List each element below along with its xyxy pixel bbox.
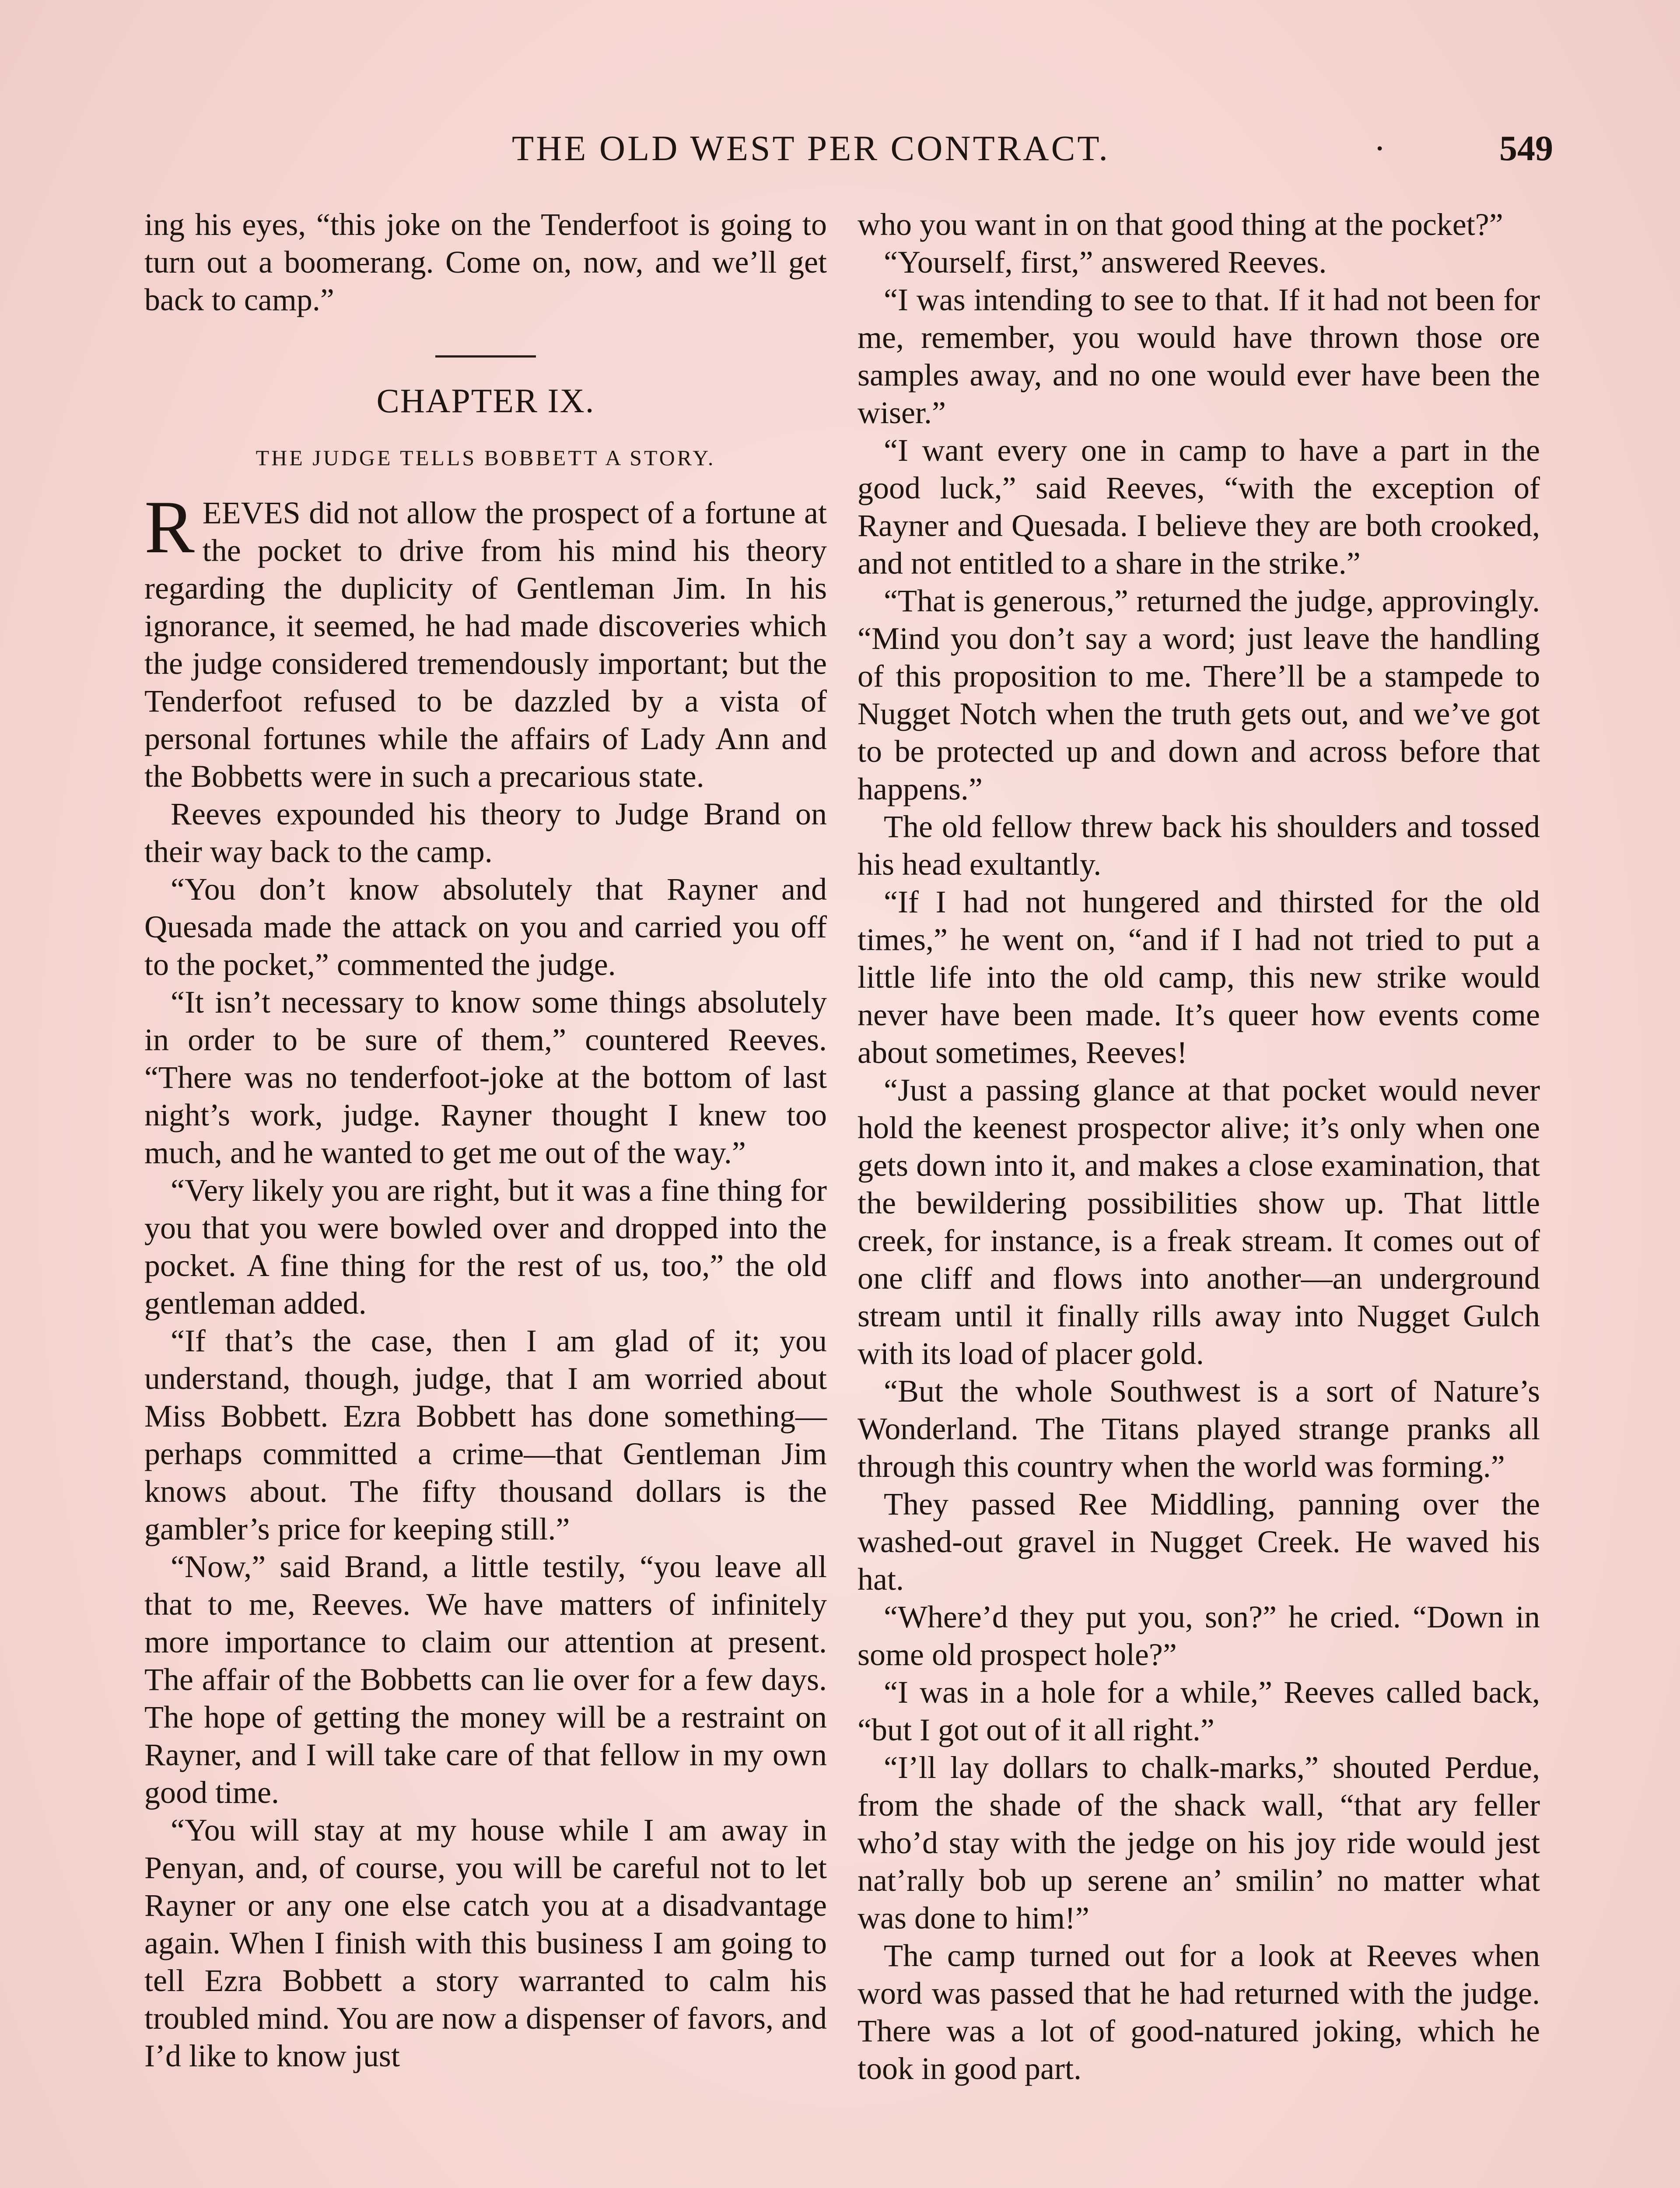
paragraph: “I was intending to see to that. If it had not been for me, remember, you would have thrown those ore samples away, and no one would ever have been the wiser.” [858, 282, 1540, 430]
paragraph: “I’ll lay dollars to chalk-marks,” shouted Perdue, from the shade of the shack wall, “that ary feller who’d stay with the jedge on his joy ride would jest nat’rally bob up serene an’ smilin’ no matter what was done to him!” [858, 1750, 1540, 1936]
running-dot: · [1374, 128, 1386, 168]
drop-cap: R [144, 486, 195, 569]
section-divider [435, 355, 536, 358]
paragraph: The camp turned out for a look at Reeves when word was passed that he had returned with the judge. There was a lot of good-natured joking, which he took in good part. [858, 1938, 1540, 2086]
running-head [144, 128, 1553, 176]
paragraph: The old fellow threw back his shoulders and tossed his head exultantly. [858, 809, 1540, 882]
paragraph: “That is generous,” returned the judge, approvingly. “Mind you don’t say a word; just leave the handling of this proposition to me. There’ll be a stampede to Nugget Notch when the truth gets out, and we’ve got to be protected up and down and across before that happens.” [858, 583, 1540, 806]
paragraph: They passed Ree Middling, panning over the washed-out gravel in Nugget Creek. He waved his hat. [858, 1487, 1540, 1597]
opening-paragraph [144, 486, 827, 795]
chapter-subtitle: THE JUDGE TELLS BOBBETT A STORY. [256, 445, 716, 470]
paragraph: “Just a passing glance at that pocket would never hold the keenest prospector alive; it’s only when one gets down into it, and makes a close examination, that the bewildering possibilities show up. That little creek, for instance, is a freak stream. It comes out of one cliff and flows into another—an underground stream until it finally rills away into Nugget Gulch with its load of placer gold. [858, 1073, 1540, 1371]
paragraph: “I was in a hole for a while,” Reeves called back, “but I got out of it all right.” [858, 1675, 1540, 1747]
left-column [144, 206, 827, 2075]
paragraph: “If I had not hungered and thirsted for the old times,” he went on, “and if I had not tried to put a little life into the old camp, this new strike would never have been made. It’s queer how events come about sometimes, Reeves! [858, 884, 1540, 1070]
paragraph: Reeves expounded his theory to Judge Brand on their way back to the camp. [144, 796, 827, 869]
paragraph: “Where’d they put you, son?” he cried. “Down in some old prospect hole?” [858, 1599, 1540, 1672]
paragraph: “Yourself, first,” answered Reeves. [884, 245, 1327, 280]
opening-paragraph-text: EEVES did not allow the prospect of a fortune at the pocket to drive from his mind his theory regarding the duplicity of Gentleman Jim. In his ignorance, it seemed, he had made discoveries which the judge considered tremendously important; but the Tenderfoot refused to be dazzled by a vista of personal fortunes while the affairs of Lady Ann and the Bobbetts were in such a precarious state. [144, 495, 827, 794]
paragraph: “Now,” said Brand, a little testily, “you leave all that to me, Reeves. We have matters of infinitely more importance to claim our attention at present. The affair of the Bobbetts can lie over for a few days. The hope of getting the money will be a restraint on Rayner, and I will take care of that fellow in my own good time. [144, 1549, 827, 1810]
page-number: 549 [1499, 128, 1553, 168]
paragraph: “If that’s the case, then I am glad of it; you understand, though, judge, that I am worried about Miss Bobbett. Ezra Bobbett has done something—perhaps committed a crime—that Gentleman Jim knows about. The fifty thousand dollars is the gambler’s price for keeping still.” [144, 1323, 827, 1546]
paragraph: who you want in on that good thing at the pocket?” [858, 207, 1503, 242]
running-title: THE OLD WEST PER CONTRACT. [512, 128, 1110, 168]
right-column [858, 206, 1540, 2087]
chapter-title: CHAPTER IX. [376, 382, 595, 420]
paragraph: “Very likely you are right, but it was a fine thing for you that you were bowled over and dropped into the pocket. A fine thing for the rest of us, too,” the old gentleman added. [144, 1173, 827, 1321]
paragraph: ing his eyes, “this joke on the Tenderfoot is going to turn out a boomerang. Come on, now, and we’ll get back to camp.” [144, 207, 827, 317]
paragraph: “I want every one in camp to have a part in the good luck,” said Reeves, “with the exception of Rayner and Quesada. I believe they are both crooked, and not entitled to a share in the strike.” [858, 433, 1540, 581]
paragraph: “You will stay at my house while I am away in Penyan, and, of course, you will be careful not to let Rayner or any one else catch you at a disadvantage again. When I finish with this business I am going to tell Ezra Bobbett a story warranted to calm his troubled mind. You are now a dispenser of favors, and I’d like to know just [144, 1813, 827, 2073]
paragraph: “But the whole Southwest is a sort of Nature’s Wonderland. The Titans played strange pranks all through this country when the world was forming.” [858, 1374, 1540, 1484]
paragraph: “It isn’t necessary to know some things absolutely in order to be sure of them,” countered Reeves. “There was no tenderfoot-joke at the bottom of last night’s work, judge. Rayner thought I knew too much, and he wanted to get me out of the way.” [144, 985, 827, 1170]
paragraph: “You don’t know absolutely that Rayner and Quesada made the attack on you and carried you off to the pocket,” commented the judge. [144, 872, 827, 982]
